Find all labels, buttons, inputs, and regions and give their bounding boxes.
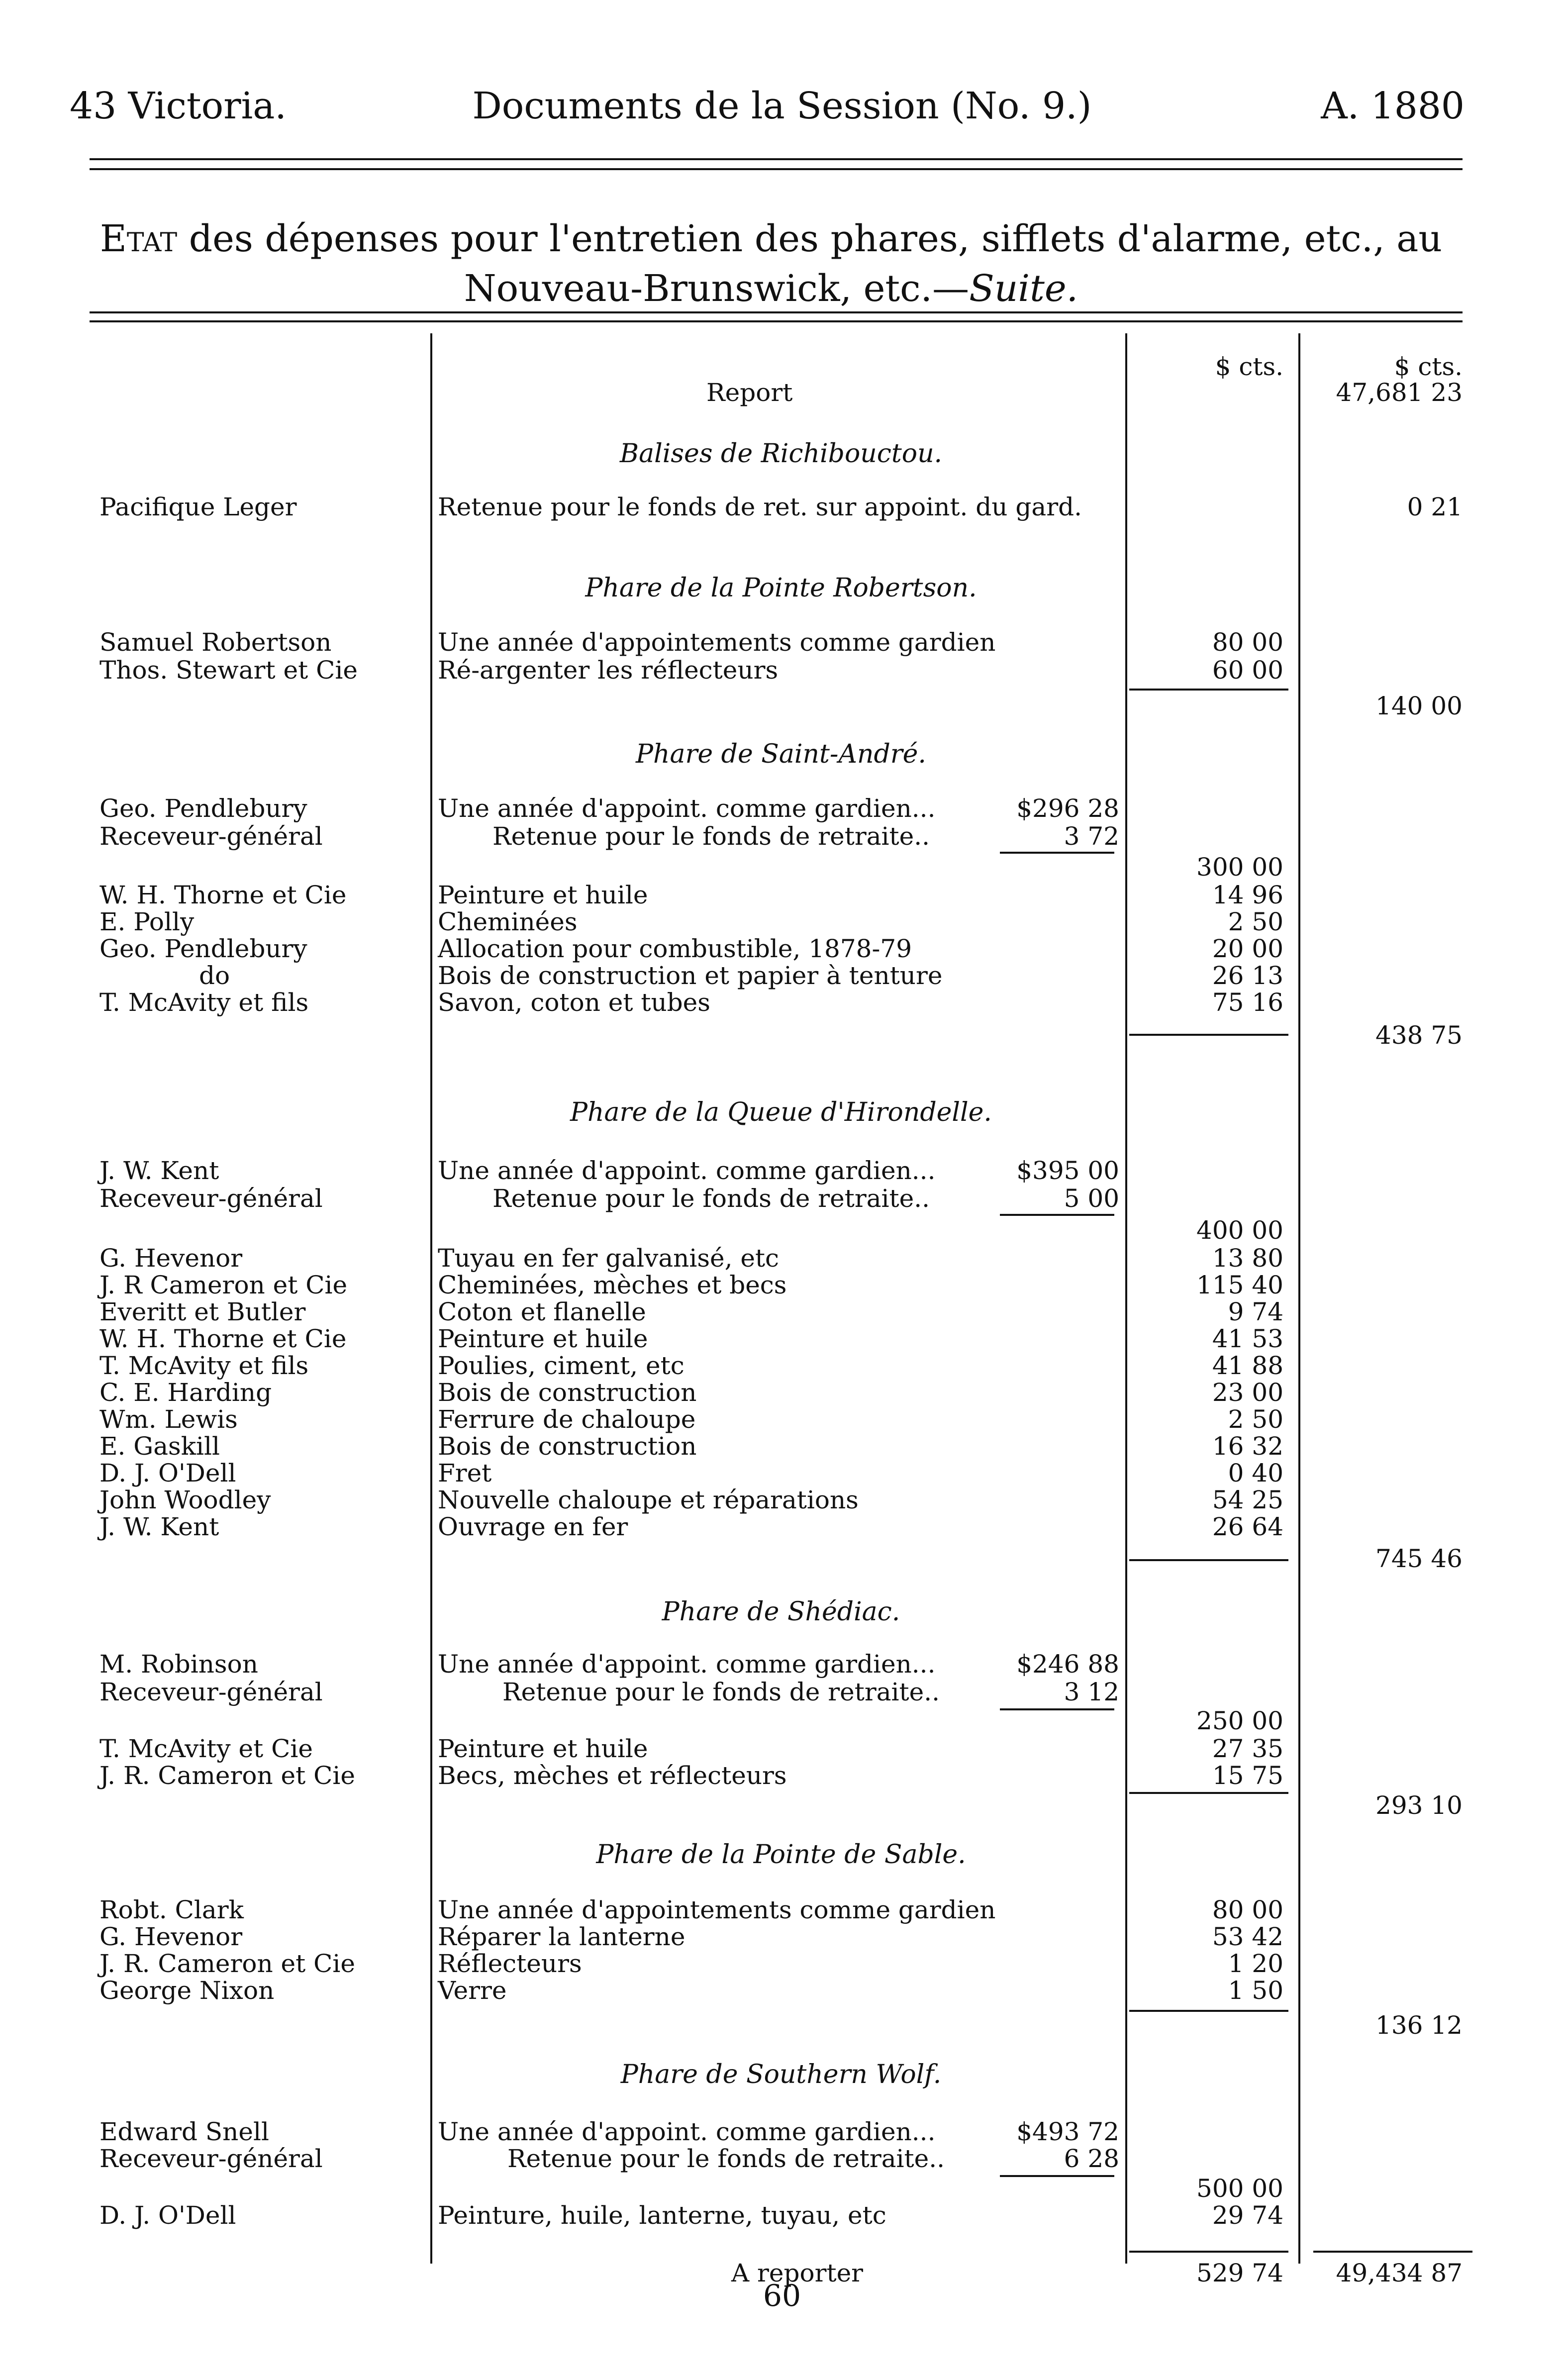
- col1-header: $ cts.: [1215, 352, 1283, 381]
- section-robertson: Phare de la Pointe Robertson.: [585, 573, 977, 603]
- table-row-desc: Fret: [438, 1459, 492, 1488]
- footer-rule-col2: [1313, 2251, 1472, 2253]
- table-row-inner: $246 88: [1016, 1650, 1119, 1679]
- table-row-inner: 6 28: [1064, 2144, 1119, 2173]
- section-shediac: Phare de Shédiac.: [662, 1597, 900, 1627]
- table-row-payee: Everitt et Butler: [99, 1297, 306, 1326]
- table-row-payee: D. J. O'Dell: [99, 2201, 236, 2230]
- section-total: 293 10: [1375, 1791, 1463, 1820]
- table-row-desc: Retenue pour le fonds de retraite..: [492, 1184, 930, 1213]
- table-row-desc: Une année d'appoint. comme gardien...: [438, 1650, 936, 1679]
- table-row-payee: Samuel Robertson: [99, 628, 332, 657]
- table-row-desc: Peinture et huile: [438, 881, 648, 909]
- table-row-desc: Poulies, ciment, etc: [438, 1351, 684, 1380]
- table-row-desc: Peinture et huile: [438, 1734, 648, 1763]
- report-label: Report: [706, 378, 793, 407]
- title-line2: Nouveau-Brunswick, etc.—: [464, 267, 970, 310]
- table-row-payee: E. Gaskill: [99, 1432, 220, 1461]
- table-row-desc: Savon, coton et tubes: [438, 988, 710, 1017]
- carry-forward-col2: 49,434 87: [1336, 2259, 1463, 2287]
- table-row-desc: Peinture, huile, lanterne, tuyau, etc: [438, 2201, 886, 2230]
- table-row-col1: 23 00: [1212, 1378, 1283, 1407]
- table-row-desc: Une année d'appointements comme gardien: [438, 628, 996, 657]
- table-row-payee: Geo. Pendlebury: [99, 794, 307, 823]
- footer-rule-col1: [1129, 2251, 1288, 2253]
- table-row-col1: 16 32: [1212, 1432, 1283, 1461]
- table-row-col1: 26 64: [1212, 1512, 1283, 1541]
- title-rule-2: [90, 320, 1463, 322]
- table-row-desc: Tuyau en fer galvanisé, etc: [438, 1244, 780, 1273]
- table-row-payee: George Nixon: [99, 1976, 275, 2005]
- table-row-desc: Bois de construction: [438, 1432, 697, 1461]
- table-row-col1: 2 50: [1228, 1405, 1283, 1434]
- inner-rule: [1000, 1214, 1114, 1216]
- table-row-payee: John Woodley: [99, 1486, 271, 1514]
- table-row-payee: D. J. O'Dell: [99, 1459, 236, 1488]
- divider-col1: [1298, 333, 1300, 2264]
- table-row-desc: Peinture et huile: [438, 1324, 648, 1353]
- table-row-payee: do: [199, 961, 230, 990]
- section-sable: Phare de la Pointe de Sable.: [596, 1840, 966, 1870]
- table-row-col1: 75 16: [1212, 988, 1283, 1017]
- col2-header: $ cts.: [1394, 352, 1463, 381]
- table-row-payee: J. W. Kent: [99, 1512, 219, 1541]
- subtotal-rule: [1129, 1792, 1288, 1794]
- table-row-col1: 300 00: [1196, 853, 1283, 882]
- table-row-col1: 80 00: [1212, 628, 1283, 657]
- table-row-desc: Retenue pour le fonds de ret. sur appoint. du gard.: [438, 493, 1082, 521]
- header-title: Documents de la Session (No. 9.): [472, 85, 1092, 127]
- table-row-payee: Receveur-général: [99, 1184, 323, 1213]
- report-total: 47,681 23: [1336, 378, 1463, 407]
- table-row-payee: E. Polly: [99, 907, 195, 936]
- table-row-payee: M. Robinson: [99, 1650, 258, 1679]
- table-row-col1: 500 00: [1196, 2174, 1283, 2203]
- table-row-desc: Becs, mèches et réflecteurs: [438, 1761, 787, 1790]
- table-row-col1: 0 40: [1228, 1459, 1283, 1488]
- table-row-desc: Retenue pour le fonds de retraite..: [492, 822, 930, 851]
- table-row-payee: T. McAvity et Cie: [99, 1734, 313, 1763]
- table-row-inner: 3 72: [1064, 822, 1119, 851]
- table-row-desc: Verre: [438, 1976, 507, 2005]
- table-row-col1: 250 00: [1196, 1706, 1283, 1735]
- table-row-desc: Réparer la lanterne: [438, 1922, 685, 1951]
- page-number: 60: [763, 2279, 801, 2313]
- section-queue: Phare de la Queue d'Hirondelle.: [570, 1097, 992, 1127]
- table-row-payee: W. H. Thorne et Cie: [99, 881, 347, 909]
- table-row-payee: Pacifique Leger: [99, 493, 297, 521]
- table-row-desc: Allocation pour combustible, 1878-79: [438, 934, 912, 963]
- table-row-desc: Ré-argenter les réflecteurs: [438, 656, 779, 685]
- table-row-inner: 3 12: [1064, 1678, 1119, 1706]
- subtotal-rule: [1129, 1559, 1288, 1561]
- table-row-col1: 1 20: [1228, 1949, 1283, 1978]
- table-row-payee: Receveur-général: [99, 2144, 323, 2173]
- table-row-col1: 29 74: [1212, 2201, 1283, 2230]
- divider-payee: [430, 333, 432, 2264]
- table-row-col1: 27 35: [1212, 1734, 1283, 1763]
- table-row-payee: J. R Cameron et Cie: [99, 1271, 348, 1299]
- section-southern: Phare de Southern Wolf.: [620, 2060, 942, 2089]
- section-total: 140 00: [1375, 692, 1463, 720]
- table-row-payee: T. McAvity et fils: [99, 1351, 309, 1380]
- table-row-col1: 41 88: [1212, 1351, 1283, 1380]
- header-volume: 43 Victoria.: [70, 85, 287, 127]
- table-row-col1: 115 40: [1196, 1271, 1283, 1299]
- table-row-col1: 60 00: [1212, 656, 1283, 685]
- table-row-inner: $493 72: [1016, 2117, 1119, 2146]
- table-row-payee: J. R. Cameron et Cie: [99, 1949, 355, 1978]
- table-row-col1: 13 80: [1212, 1244, 1283, 1273]
- table-row-desc: Bois de construction: [438, 1378, 697, 1407]
- table-row-col1: 14 96: [1212, 881, 1283, 909]
- table-row-col1: 2 50: [1228, 907, 1283, 936]
- table-row-payee: Edward Snell: [99, 2117, 269, 2146]
- table-row-desc: Nouvelle chaloupe et réparations: [438, 1486, 859, 1514]
- table-row-desc: Retenue pour le fonds de retraite..: [502, 1678, 940, 1706]
- section-richibouctou: Balises de Richibouctou.: [619, 439, 943, 469]
- table-row-desc: Ferrure de chaloupe: [438, 1405, 696, 1434]
- subtotal-rule: [1129, 2010, 1288, 2012]
- table-row-desc: Cheminées: [438, 907, 578, 936]
- table-row-payee: Geo. Pendlebury: [99, 934, 307, 963]
- table-row-payee: W. H. Thorne et Cie: [99, 1324, 347, 1353]
- title-line1: des dépenses pour l'entretien des phares, sifflets d'alarme, etc., au: [189, 217, 1443, 260]
- header-rule-1: [90, 158, 1463, 160]
- table-row-payee: C. E. Harding: [99, 1378, 272, 1407]
- carry-forward-label: A reporter: [731, 2259, 864, 2287]
- table-row-inner: 5 00: [1064, 1184, 1119, 1213]
- title-rule-1: [90, 311, 1463, 313]
- table-row-desc: Ouvrage en fer: [438, 1512, 628, 1541]
- table-row-col1: 20 00: [1212, 934, 1283, 963]
- title-suite: Suite.: [969, 267, 1078, 310]
- table-row-col1: 54 25: [1212, 1486, 1283, 1514]
- header-year: A. 1880: [1321, 85, 1465, 127]
- table-row-payee: Robt. Clark: [99, 1895, 244, 1924]
- table-row-col1: 9 74: [1228, 1297, 1283, 1326]
- table-row-col1: 26 13: [1212, 961, 1283, 990]
- title-etat: Etat: [99, 217, 178, 260]
- subtotal-rule: [1129, 1034, 1288, 1036]
- table-row-col1: 80 00: [1212, 1895, 1283, 1924]
- table-row-col2: 0 21: [1407, 493, 1463, 521]
- header-rule-2: [90, 168, 1463, 170]
- table-row-desc: Bois de construction et papier à tenture: [438, 961, 943, 990]
- section-andre: Phare de Saint-André.: [636, 739, 926, 769]
- carry-forward-col1: 529 74: [1196, 2259, 1283, 2287]
- table-row-col1: 1 50: [1228, 1976, 1283, 2005]
- table-row-col1: 400 00: [1196, 1216, 1283, 1245]
- table-row-payee: G. Hevenor: [99, 1922, 243, 1951]
- inner-rule: [1000, 852, 1114, 854]
- table-row-payee: Wm. Lewis: [99, 1405, 238, 1434]
- table-row-desc: Coton et flanelle: [438, 1297, 646, 1326]
- table-row-inner: $296 28: [1016, 794, 1119, 823]
- table-row-payee: G. Hevenor: [99, 1244, 243, 1273]
- table-row-desc: Une année d'appoint. comme gardien...: [438, 794, 936, 823]
- table-row-payee: Thos. Stewart et Cie: [99, 656, 358, 685]
- table-row-payee: Receveur-général: [99, 1678, 323, 1706]
- table-row-desc: Retenue pour le fonds de retraite..: [507, 2144, 945, 2173]
- table-row-col1: 53 42: [1212, 1922, 1283, 1951]
- table-row-col1: 41 53: [1212, 1324, 1283, 1353]
- divider-desc: [1125, 333, 1127, 2264]
- table-row-col1: 15 75: [1212, 1761, 1283, 1790]
- table-row-desc: Cheminées, mèches et becs: [438, 1271, 787, 1299]
- table-row-desc: Une année d'appointements comme gardien: [438, 1895, 996, 1924]
- table-row-desc: Réflecteurs: [438, 1949, 582, 1978]
- table-row-payee: T. McAvity et fils: [99, 988, 309, 1017]
- section-total: 438 75: [1375, 1021, 1463, 1050]
- table-row-desc: Une année d'appoint. comme gardien...: [438, 2117, 936, 2146]
- subtotal-rule: [1129, 689, 1288, 691]
- inner-rule: [1000, 1708, 1114, 1710]
- table-row-inner: $395 00: [1016, 1156, 1119, 1185]
- page-title: [70, 214, 1472, 313]
- section-total: 745 46: [1375, 1544, 1463, 1573]
- inner-rule: [1000, 2175, 1114, 2177]
- table-row-payee: J. W. Kent: [99, 1156, 219, 1185]
- table-row-desc: Une année d'appoint. comme gardien...: [438, 1156, 936, 1185]
- table-row-payee: J. R. Cameron et Cie: [99, 1761, 355, 1790]
- section-total: 136 12: [1375, 2011, 1463, 2040]
- table-row-payee: Receveur-général: [99, 822, 323, 851]
